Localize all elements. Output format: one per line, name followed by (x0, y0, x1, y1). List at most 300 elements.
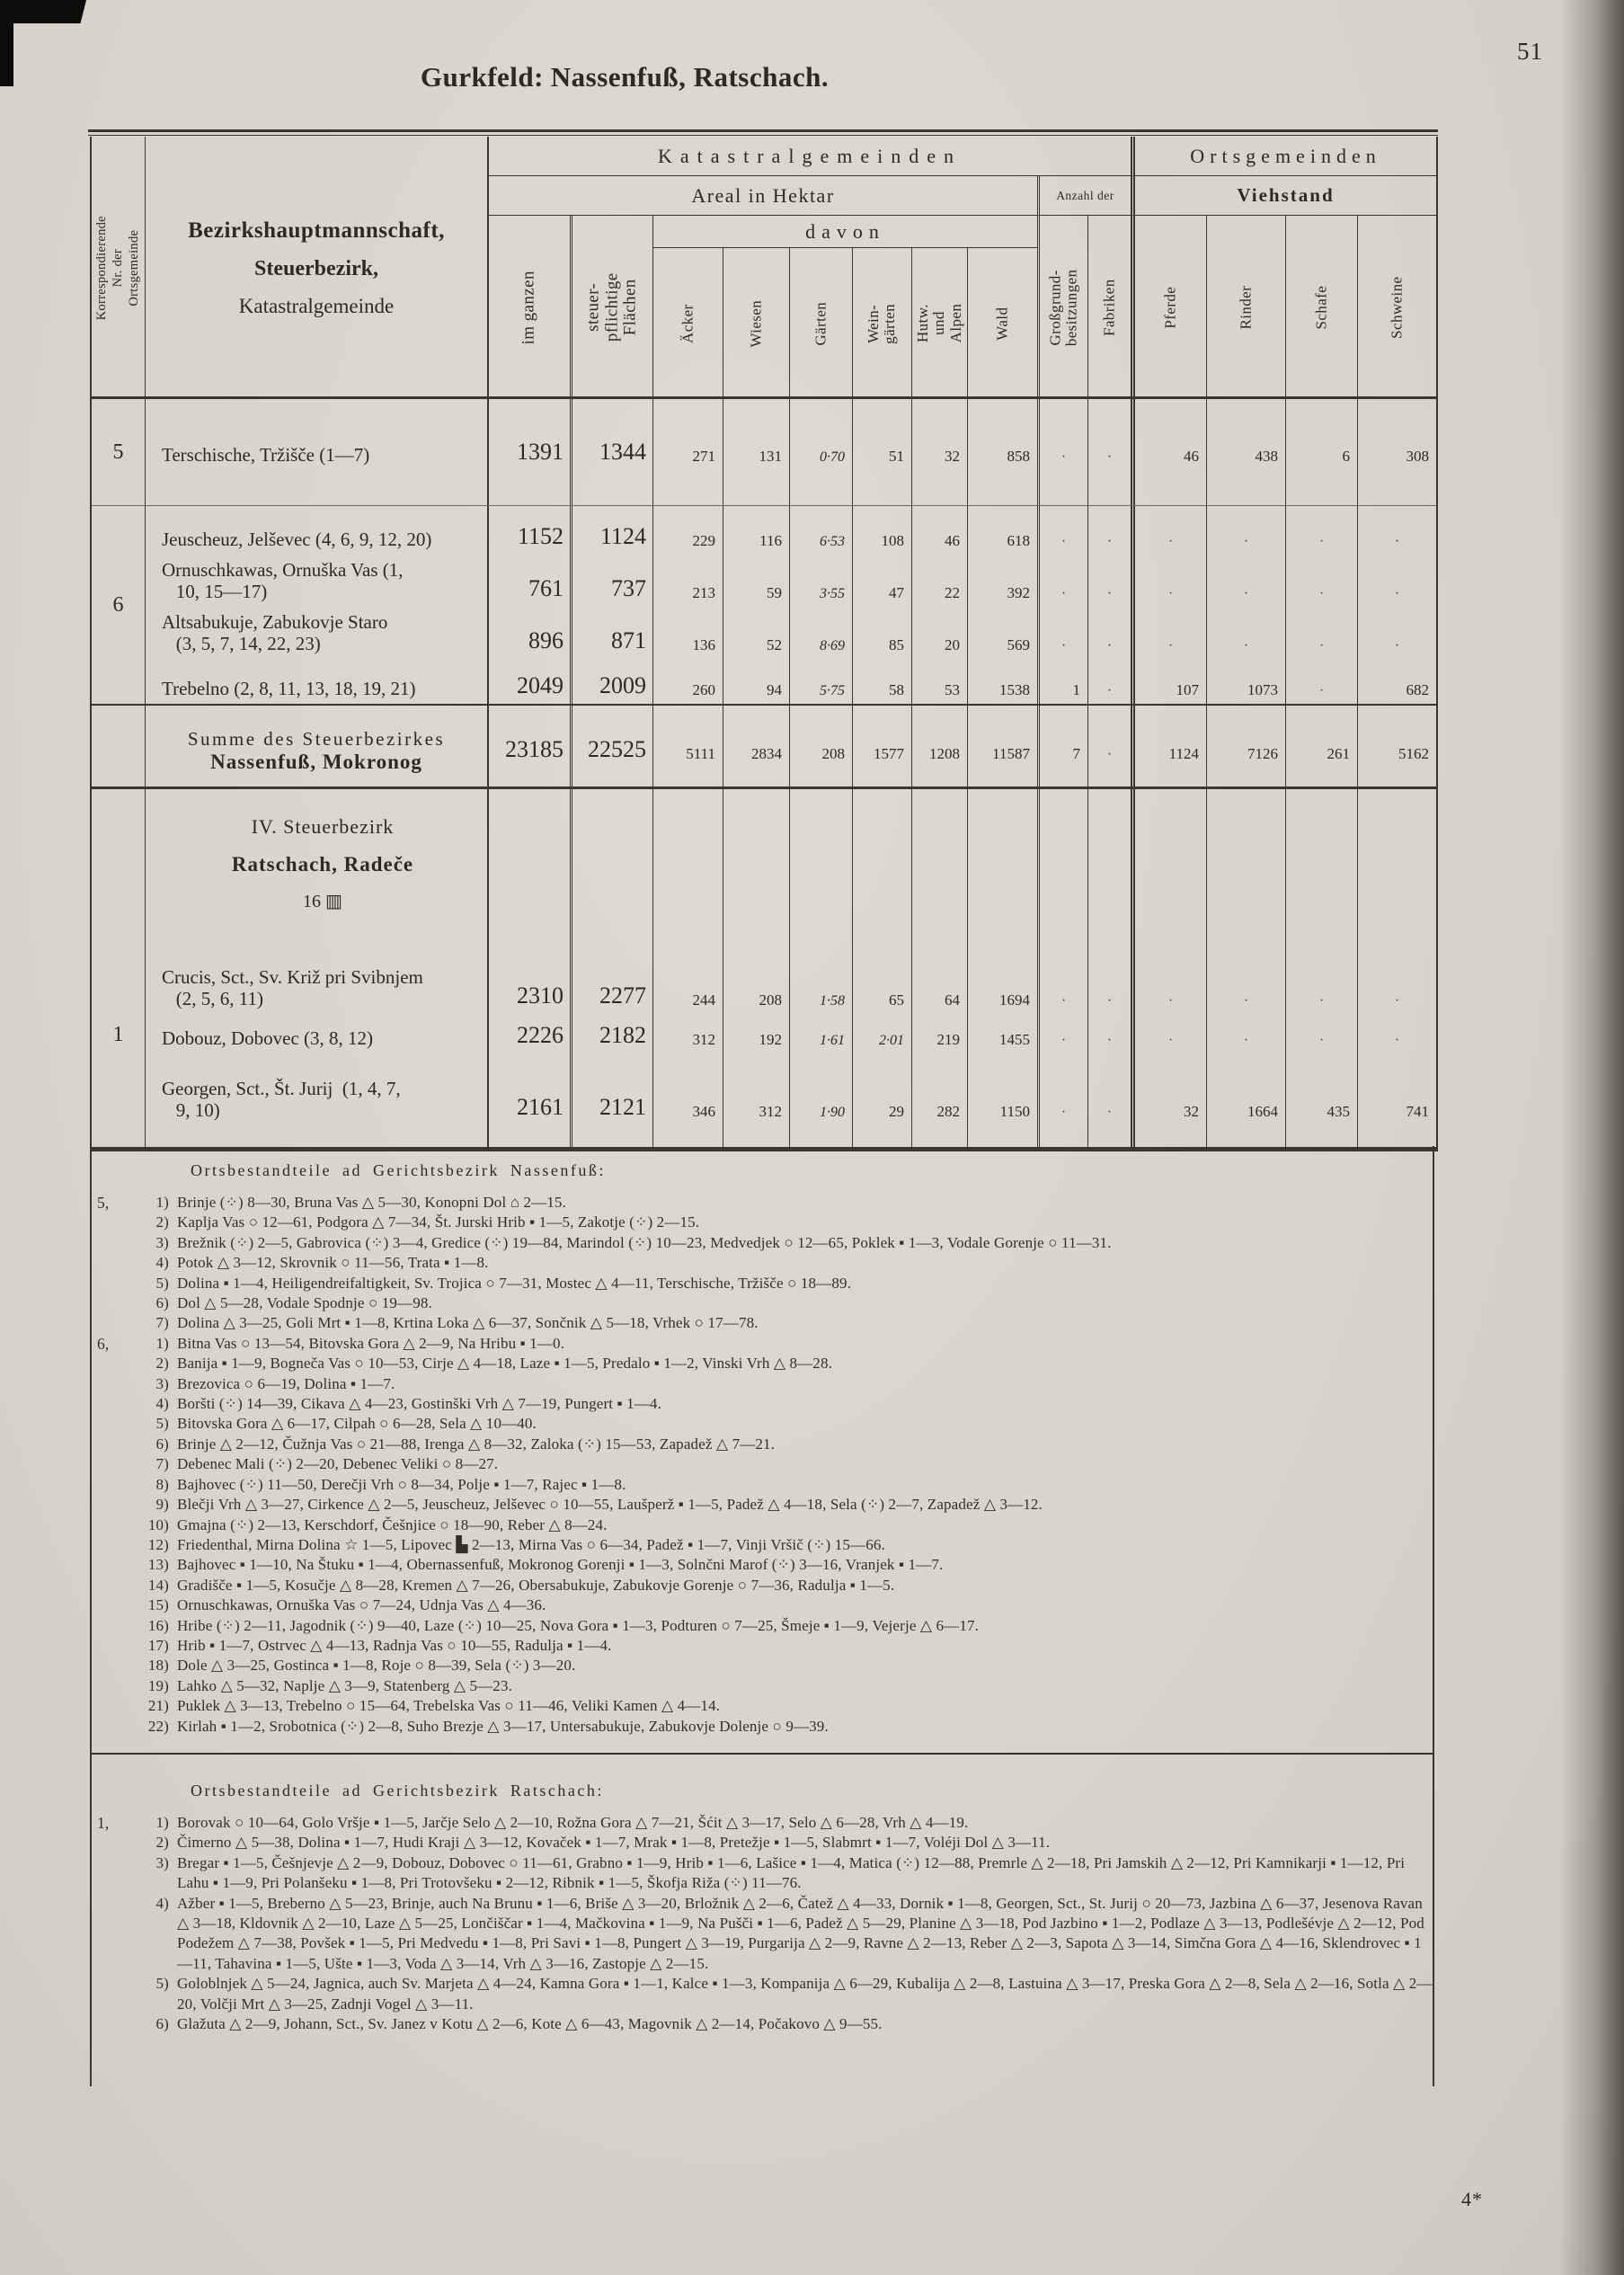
section-line: Ratschach, Radeče (231, 853, 414, 876)
column-label-line: steuer- (583, 282, 603, 333)
column-label-gaerten (812, 292, 829, 354)
table-row (146, 607, 1436, 659)
value-cell-im-ganzen (487, 789, 570, 942)
column-label-line: besitzungen (1062, 269, 1080, 346)
footnote-line (90, 1696, 1434, 1716)
district-subtitle: Nassenfuß, Ratschach. (550, 61, 830, 93)
column-label-cell-fabriken (1087, 216, 1131, 399)
value-cell-rinder: · (1206, 555, 1285, 607)
value-cell-steuerpflichtige-flaechen: 1344 (570, 399, 652, 505)
footnote-item-text: Ažber ▪ 1—5, Breberno △ 5—23, Brinje, auch Na Brunu ▪ 1—6, Briše △ 3—20, Brložnik △ 2—6, Čatež △ 4—33, Dornik ▪ 1—8, Georgen, Sct., St. Jurij ○ 20—73, Jazbina △ 6—37, Jesenova Ravan △ 3—18, Kldovnik △ 2—10, Laze △ 5—25, Lončiščar ▪ 1—4, Mačkovina ▪ 1—9, Na Pušči ▪ 1—6, Padež △ 5—29, Planine △ 3—18, Pod Jazbino ▪ 1—2, Podlaze △ 3—13, Podlešévje △ 2—12, Pod Podežem △ 7—38, Povšek ▪ 1—5, Pri Medvedu ▪ 1—8, Pri Savi ▪ 1—8, Pungert △ 3—19, Purgarija △ 2—9, Ravne △ 2—13, Reber △ 2—3, Sapota △ 3—14, Simčna Gora △ 4—16, Sklendrovec ▪ 1—11, Tahavina ▪ 1—5, Ušte ▪ 1—3, Voda △ 3—14, Vrh △ 3—16, Zastopje △ 2—15. (177, 1894, 1424, 1972)
value-cell-steuerpflichtige-flaechen: 2182 (570, 1016, 652, 1055)
value-cell-im-ganzen: 2049 (487, 659, 570, 704)
value-cell-schweine (1357, 1127, 1436, 1147)
value-cell-weingaerten: 47 (852, 555, 911, 607)
value-cell-rinder (1206, 1127, 1285, 1147)
table-block-rows (146, 789, 1436, 942)
footnote-item-number: 6) (155, 1294, 169, 1312)
value-cell-aecker: 312 (652, 1016, 723, 1055)
name-cell (146, 1055, 487, 1127)
value-cell-aecker: 244 (652, 942, 723, 1016)
value-cell-wald: 392 (967, 555, 1037, 607)
footnote-item-text: Friedenthal, Mirna Dolina ☆ 1—5, Lipovec ▙ 2—13, Mirna Vas ○ 6—34, Padež ▪ 1—7, Vinji Vršič (⁘) 15—66. (177, 1535, 885, 1553)
value-cell-pferde: · (1131, 555, 1206, 607)
value-cell-rinder: 438 (1206, 399, 1285, 505)
footnote-item-number: 16) (147, 1616, 169, 1634)
value-cell-rinder: · (1206, 1016, 1285, 1055)
corner-label (93, 216, 142, 320)
value-cell-schafe: 261 (1285, 706, 1357, 786)
footnote-item-text: Borovak ○ 10—64, Golo Vršje ▪ 1—5, Jarčje Selo △ 2—10, Rožna Gora △ 7—21, Šćit △ 3—17, Selo △ 6—28, Vrh △ 4—19. (177, 1814, 969, 1831)
footnote-line (90, 1833, 1434, 1853)
table-row (146, 1127, 1436, 1147)
top-double-rule (88, 129, 1438, 136)
value-cell-im-ganzen: 896 (487, 607, 570, 659)
column-label-schweine (1389, 268, 1405, 346)
value-cell-hutweiden-alpen: 32 (911, 399, 967, 505)
value-cell-pferde: 46 (1131, 399, 1206, 505)
column-label-weingaerten (865, 295, 899, 353)
footnote-line (90, 1717, 1434, 1737)
footnote-item-text: Dole △ 3—25, Gostinca ▪ 1—8, Roje ○ 8—39, Sela (⁘) 3—20. (177, 1657, 576, 1675)
footnote-header-nassenfuss: Ortsbestandteile ad Gerichtsbezirk Nassenfuß: (191, 1161, 606, 1179)
table-block-rows (92, 942, 1436, 1127)
footnote-item-number: 5) (155, 1975, 169, 1993)
value-cell-aecker (652, 789, 723, 942)
district-title: Gurkfeld: (420, 61, 544, 93)
table-block-rows (146, 1127, 1436, 1147)
footnote-lines-nassenfuss (90, 1193, 1434, 1737)
table-row (146, 506, 1436, 555)
value-cell-wiesen (723, 1127, 789, 1147)
page-title (265, 61, 984, 93)
corner-label-line: Nr. der Ortsgemeinde (111, 229, 142, 307)
value-cell-wiesen (723, 789, 789, 942)
value-cell-steuerpflichtige-flaechen: 871 (570, 607, 652, 659)
header-ortsgemeinden: Ortsgemeinden (1131, 137, 1436, 176)
name-line: 10, 15—17) (162, 581, 268, 603)
value-cell-fabriken: · (1087, 1055, 1131, 1127)
name-cell (146, 399, 487, 505)
footnote-item-text: Dolina △ 3—25, Goli Mrt ▪ 1—8, Krtina Loka △ 6—37, Sončnik △ 5—18, Vrhek ○ 17—78. (177, 1314, 759, 1332)
name-line: Jeuscheuz, Jelševec (4, 6, 9, 12, 20) (162, 529, 432, 551)
value-cell-hutweiden-alpen: 20 (911, 607, 967, 659)
value-cell-aecker: 271 (652, 399, 723, 505)
value-cell-steuerpflichtige-flaechen: 2277 (570, 942, 652, 1016)
value-cell-aecker (652, 1127, 723, 1147)
footnote-line (90, 1495, 1434, 1515)
value-cell-rinder (1206, 789, 1285, 942)
column-label-cell-schafe (1285, 216, 1357, 399)
value-cell-wiesen: 2834 (723, 706, 789, 786)
footnote-item-text: Puklek △ 3—13, Trebelno ○ 15—64, Trebelska Vas ○ 11—46, Veliki Kamen △ 4—14. (177, 1697, 721, 1715)
footnote-block-nassenfuss (90, 1161, 1434, 1737)
value-cell-schweine: · (1357, 506, 1436, 555)
footnote-line (90, 1374, 1434, 1394)
name-cell (146, 1016, 487, 1055)
value-cell-gaerten: 208 (789, 706, 852, 786)
footnote-line (90, 1475, 1434, 1495)
column-label-line: Pferde (1161, 286, 1179, 329)
footnote-item-number: 3) (155, 1374, 169, 1392)
value-cell-schweine: · (1357, 607, 1436, 659)
value-cell-weingaerten: 58 (852, 659, 911, 704)
value-cell-schweine: 741 (1357, 1055, 1436, 1127)
name-line: Georgen, Sct., Št. Jurij (1, 4, 7, (162, 1078, 401, 1100)
value-cell-gaerten: 6·53 (789, 506, 852, 555)
value-cell-rinder: 1664 (1206, 1055, 1285, 1127)
column-label-line: Fabriken (1100, 279, 1118, 336)
footnote-item-text: Banija ▪ 1—9, Bogneča Vas ○ 10—53, Cirje △ 4—18, Laze ▪ 1—5, Predalo ▪ 1—2, Vinski Vrh △ 8—28. (177, 1355, 833, 1373)
value-cell-schweine: 5162 (1357, 706, 1436, 786)
table-row (146, 555, 1436, 607)
summe-label-line: Nassenfuß, Mokronog (210, 750, 422, 773)
value-cell-weingaerten (852, 789, 911, 942)
table-block-rows (146, 942, 1436, 1127)
footnote-line (90, 1233, 1434, 1253)
value-cell-gaerten: 1·90 (789, 1055, 852, 1127)
value-cell-aecker: 346 (652, 1055, 723, 1127)
value-cell-weingaerten: 85 (852, 607, 911, 659)
value-cell-schafe: · (1285, 506, 1357, 555)
footnote-item-text: Bregar ▪ 1—5, Češnjevje △ 2—9, Dobouz, Dobovec ○ 11—61, Grabno ▪ 1—9, Hrib ▪ 1—6, Lašice ▪ 1—4, Matica (⁘) 12—88, Premrle △ 2—18, Pri Jamskih △ 2—12, Pri Kamnikarji ▪ 1—12, Pri Lahu ▪ 1—9, Pri Polanšeku ▪ 1—8, Pri Trotovšeku ▪ 2—12, Ribnik ▪ 1—5, Škofja Riža (⁘) 11—76. (177, 1853, 1406, 1892)
footnote-item-text: Ornuschkawas, Ornuška Vas ○ 7—24, Udnja Vas △ 4—36. (177, 1596, 546, 1614)
section-line: 16 ▥ (303, 892, 342, 912)
value-cell-schweine: 308 (1357, 399, 1436, 505)
footnote-item-text: Bajhovec ▪ 1—10, Na Štuku ▪ 1—4, Obernassenfuß, Mokronog Gorenji ▪ 1—3, Solnčni Marof (⁘) 3—16, Vranjek ▪ 1—7. (177, 1556, 944, 1574)
value-cell-im-ganzen: 1391 (487, 399, 570, 505)
footnote-item-number: 6) (155, 2015, 169, 2033)
footnote-line (90, 1894, 1434, 1975)
value-cell-gaerten: 0·70 (789, 399, 852, 505)
column-label-line: im ganzen (519, 270, 538, 345)
table-block-rows (146, 706, 1436, 786)
footnote-line (90, 1535, 1434, 1555)
value-cell-im-ganzen: 761 (487, 555, 570, 607)
value-cell-steuerpflichtige-flaechen: 2121 (570, 1055, 652, 1127)
value-cell-grossgrundbesitzungen: · (1037, 942, 1087, 1016)
header-areal-in-hektar: Areal in Hektar (487, 176, 1037, 216)
value-cell-hutweiden-alpen: 22 (911, 555, 967, 607)
name-line: Terschische, Tržišče (1—7) (162, 444, 370, 467)
table-block-section (92, 789, 1436, 942)
footnote-item-text: Gradišče ▪ 1—5, Kosučje △ 8—28, Kremen △ 7—26, Obersabukuje, Zabukovje Gorenje ○ 7—36, Radulja ▪ 1—5. (177, 1576, 895, 1594)
value-cell-schweine: · (1357, 1016, 1436, 1055)
footnote-line (90, 1274, 1434, 1293)
column-label-pferde (1162, 271, 1178, 342)
value-cell-schafe: · (1285, 942, 1357, 1016)
value-cell-wald: 11587 (967, 706, 1037, 786)
footnote-item-number: 3) (155, 1853, 169, 1871)
scan-corner-artifact-vertical (0, 0, 13, 86)
footnote-item-number: 9) (155, 1496, 169, 1514)
table-block-rows (146, 399, 1436, 505)
footnote-group-label: 5, (97, 1194, 110, 1212)
footnote-item-number: 7) (155, 1455, 169, 1473)
value-cell-wald: 858 (967, 399, 1037, 505)
footnote-item-number: 4) (155, 1254, 169, 1272)
name-cell (146, 789, 487, 942)
table-row (146, 706, 1436, 786)
column-label-line: pflichtige (602, 272, 622, 342)
footnote-line (90, 1213, 1434, 1232)
value-cell-schafe: · (1285, 555, 1357, 607)
value-cell-schweine: · (1357, 555, 1436, 607)
value-cell-wald: 1538 (967, 659, 1037, 704)
footnote-item-number: 18) (147, 1657, 169, 1675)
footnote-lines-ratschach (90, 1813, 1434, 2034)
column-label-cell-wald (967, 248, 1037, 399)
value-cell-wald: 1150 (967, 1055, 1037, 1127)
value-cell-schafe (1285, 1127, 1357, 1147)
column-label-cell-schweine (1357, 216, 1436, 399)
footnote-item-text: Goloblnjek △ 5—24, Jagnica, auch Sv. Marjeta △ 4—24, Kamna Gora ▪ 1—1, Kalce ▪ 1—3, Kompanija △ 6—29, Kubalija △ 2—8, Lastuina △ 3—17, Preska Gora △ 2—8, Sela △ 2—16, Sotla △ 2—20, Volčji Mrt △ 3—25, Zadnji Vogel △ 3—11. (177, 1975, 1433, 2013)
footnote-item-text: Brinje (⁘) 8—30, Bruna Vas △ 5—30, Konopni Dol ⌂ 2—15. (177, 1194, 566, 1211)
footnote-item-text: Lahko △ 5—32, Naplje △ 3—9, Statenberg △ 5—23. (177, 1676, 513, 1694)
page-number: 51 (1517, 38, 1543, 65)
column-label-cell-wiesen (723, 248, 789, 399)
value-cell-fabriken: · (1087, 659, 1131, 704)
value-cell-aecker: 260 (652, 659, 723, 704)
value-cell-im-ganzen (487, 1127, 570, 1147)
footnote-separator-rule (90, 1753, 1434, 1755)
value-cell-aecker: 136 (652, 607, 723, 659)
name-line: (3, 5, 7, 14, 22, 23) (162, 633, 321, 655)
value-cell-wiesen: 94 (723, 659, 789, 704)
footnote-item-text: Debenec Mali (⁘) 2—20, Debenec Veliki ○ 8—27. (177, 1455, 499, 1473)
value-cell-rinder: · (1206, 607, 1285, 659)
value-cell-wald (967, 789, 1037, 942)
name-cell (146, 1127, 487, 1147)
name-line: Dobouz, Dobovec (3, 8, 12) (162, 1027, 374, 1050)
value-cell-schafe (1285, 789, 1357, 942)
value-cell-rinder: 7126 (1206, 706, 1285, 786)
footnote-line (90, 1515, 1434, 1535)
value-cell-hutweiden-alpen: 219 (911, 1016, 967, 1055)
column-label-cell-grossgrundbesitzungen (1037, 216, 1087, 399)
footnote-group-label: 6, (97, 1334, 110, 1353)
table-body (92, 399, 1436, 1147)
value-cell-fabriken: · (1087, 1016, 1131, 1055)
value-cell-wald: 618 (967, 506, 1037, 555)
column-label-grossgrundbesitzungen (1047, 269, 1080, 346)
footnote-item-text: Boršti (⁘) 14—39, Cikava △ 4—23, Gostinški Vrh △ 7—19, Pungert ▪ 1—4. (177, 1395, 661, 1413)
name-line: Crucis, Sct., Sv. Križ pri Svibnjem (162, 966, 423, 989)
column-label-cell-im-ganzen (487, 216, 570, 399)
value-cell-pferde: · (1131, 607, 1206, 659)
summe-label-line: Summe des Steuerbezirkes (187, 727, 446, 750)
footnote-item-number: 1) (155, 1814, 169, 1831)
table-row (146, 659, 1436, 704)
footnote-item-text: Čimerno △ 5—38, Dolina ▪ 1—7, Hudi Kraji △ 3—12, Kovaček ▪ 1—7, Mrak ▪ 1—8, Pretežje ▪ 1—5, Slabmrt ▪ 1—7, Voléji Dol △ 3—11. (177, 1834, 1051, 1852)
value-cell-steuerpflichtige-flaechen: 22525 (570, 706, 652, 786)
value-cell-hutweiden-alpen (911, 789, 967, 942)
footnote-item-number: 7) (155, 1314, 169, 1332)
footnote-line (90, 1555, 1434, 1575)
column-label-rinder (1238, 268, 1254, 346)
column-label-line: Schweine (1388, 276, 1406, 339)
footnote-line (90, 1435, 1434, 1454)
footnote-item-number: 2) (155, 1834, 169, 1852)
header-anzahl-der: Anzahl der (1037, 176, 1131, 216)
footnote-item-number: 3) (155, 1233, 169, 1251)
footnote-item-number: 13) (147, 1556, 169, 1574)
footnote-line (90, 1636, 1434, 1656)
footnote-line (90, 1394, 1434, 1414)
footnote-line (90, 2014, 1434, 2034)
footnote-line (90, 1193, 1434, 1213)
column-label-schafe (1313, 271, 1329, 342)
value-cell-grossgrundbesitzungen: 7 (1037, 706, 1087, 786)
value-cell-steuerpflichtige-flaechen (570, 1127, 652, 1147)
footnote-item-text: Bitna Vas ○ 13—54, Bitovska Gora △ 2—9, Na Hribu ▪ 1—0. (177, 1334, 565, 1352)
row-number-cell (92, 706, 146, 786)
footnote-item-number: 4) (155, 1894, 169, 1912)
book-gutter-shadow (1559, 0, 1624, 2275)
statistics-table (90, 137, 1438, 1151)
name-cell (146, 706, 487, 786)
value-cell-gaerten: 8·69 (789, 607, 852, 659)
value-cell-pferde: 1124 (1131, 706, 1206, 786)
table-row (146, 399, 1436, 505)
value-cell-grossgrundbesitzungen (1037, 789, 1087, 942)
table-block-summe (92, 706, 1436, 789)
value-cell-wiesen: 192 (723, 1016, 789, 1055)
footnote-item-text: Kirlah ▪ 1—2, Srobotnica (⁘) 2—8, Suho Brezje △ 3—17, Untersabukuje, Zabukovje Dolenje ○ 9—39. (177, 1717, 829, 1735)
value-cell-schafe: 435 (1285, 1055, 1357, 1127)
value-cell-fabriken: · (1087, 607, 1131, 659)
name-cell (146, 555, 487, 607)
table-row (146, 942, 1436, 1016)
column-label-cell-weingaerten (852, 248, 911, 399)
column-label-line: Alpen (946, 304, 964, 343)
value-cell-grossgrundbesitzungen: · (1037, 399, 1087, 505)
footnote-line (90, 1595, 1434, 1615)
footnote-item-number: 19) (147, 1676, 169, 1694)
value-cell-wiesen: 59 (723, 555, 789, 607)
value-cell-gaerten (789, 1127, 852, 1147)
value-cell-im-ganzen: 2310 (487, 942, 570, 1016)
value-cell-wiesen: 52 (723, 607, 789, 659)
main-header-line: Bezirkshauptmannschaft, (188, 218, 445, 243)
column-label-aecker (679, 289, 696, 358)
main-header-line: Katastralgemeinde (238, 294, 395, 317)
value-cell-steuerpflichtige-flaechen: 1124 (570, 506, 652, 555)
column-label-wiesen (748, 290, 764, 356)
value-cell-im-ganzen: 1152 (487, 506, 570, 555)
value-cell-wiesen: 116 (723, 506, 789, 555)
footnote-line (90, 1813, 1434, 1833)
name-cell (146, 506, 487, 555)
footnote-item-text: Kaplja Vas ○ 12—61, Podgora △ 7—34, Št. Jurski Hrib ▪ 1—5, Zakotje (⁘) 2—15. (177, 1213, 700, 1231)
column-label-line: Flächen (620, 279, 640, 336)
footnote-item-number: 4) (155, 1395, 169, 1413)
value-cell-steuerpflichtige-flaechen (570, 789, 652, 942)
value-cell-fabriken (1087, 789, 1131, 942)
value-cell-wald: 569 (967, 607, 1037, 659)
column-label-im-ganzen (520, 267, 539, 348)
row-number-cell: 1 (92, 942, 146, 1127)
footnote-item-text: Brinje △ 2—12, Čužnja Vas ○ 21—88, Irenga △ 8—32, Zaloka (⁘) 15—53, Zapadež △ 7—21. (177, 1435, 776, 1453)
footnote-item-number: 17) (147, 1636, 169, 1654)
footnote-item-text: Brezovica ○ 6—19, Dolina ▪ 1—7. (177, 1374, 395, 1392)
table-block-rows (92, 506, 1436, 706)
value-cell-hutweiden-alpen: 1208 (911, 706, 967, 786)
column-label-cell-rinder (1206, 216, 1285, 399)
value-cell-grossgrundbesitzungen: · (1037, 555, 1087, 607)
footnote-item-text: Brežnik (⁘) 2—5, Gabrovica (⁘) 3—4, Gredice (⁘) 19—84, Marindol (⁘) 10—23, Medvedjek ○ 12—65, Poklek ▪ 1—3, Vodale Gorenje ○ 11—31. (177, 1233, 1112, 1251)
table-row (146, 1055, 1436, 1127)
value-cell-gaerten: 1·58 (789, 942, 852, 1016)
footnote-item-text: Gmajna (⁘) 2—13, Kerschdorf, Češnjice ○ 18—90, Reber △ 8—24. (177, 1515, 608, 1533)
column-label-line: Wiesen (747, 299, 765, 348)
column-label-line: Hutw. (913, 304, 931, 343)
table-row (146, 789, 1436, 942)
value-cell-weingaerten: 108 (852, 506, 911, 555)
value-cell-weingaerten: 1577 (852, 706, 911, 786)
footnote-item-number: 14) (147, 1576, 169, 1594)
table-header (92, 137, 1436, 399)
name-line: 9, 10) (162, 1099, 220, 1122)
value-cell-gaerten: 5·75 (789, 659, 852, 704)
footnote-item-number: 21) (147, 1697, 169, 1715)
name-cell (146, 942, 487, 1016)
value-cell-pferde (1131, 789, 1206, 942)
value-cell-wald (967, 1127, 1037, 1147)
column-label-cell-pferde (1131, 216, 1206, 399)
column-label-wald (994, 289, 1010, 358)
value-cell-wald: 1694 (967, 942, 1037, 1016)
table-block-filler (92, 1127, 1436, 1147)
footnote-line (90, 1454, 1434, 1474)
footnote-item-text: Bajhovec (⁘) 11—50, Derečji Vrh ○ 8—34, Polje ▪ 1—7, Rajec ▪ 1—8. (177, 1475, 626, 1493)
value-cell-steuerpflichtige-flaechen: 2009 (570, 659, 652, 704)
footnote-item-number: 8) (155, 1475, 169, 1493)
footnote-item-number: 6) (155, 1435, 169, 1453)
value-cell-weingaerten (852, 1127, 911, 1147)
footnote-line (90, 1676, 1434, 1696)
value-cell-schafe: 6 (1285, 399, 1357, 505)
value-cell-im-ganzen: 23185 (487, 706, 570, 786)
value-cell-gaerten: 1·61 (789, 1016, 852, 1055)
column-label-line: Rinder (1237, 285, 1255, 330)
value-cell-aecker: 213 (652, 555, 723, 607)
printer-signature-mark: 4* (1461, 2188, 1483, 2210)
column-label-line: und (930, 311, 948, 336)
footnote-line (90, 1313, 1434, 1333)
footnote-item-number: 5) (155, 1415, 169, 1433)
value-cell-aecker: 229 (652, 506, 723, 555)
value-cell-wald: 1455 (967, 1016, 1037, 1055)
column-label-cell-hutweiden-alpen (911, 248, 967, 399)
value-cell-fabriken: · (1087, 706, 1131, 786)
footnote-item-number: 1) (155, 1194, 169, 1211)
row-number-cell: 5 (92, 399, 146, 505)
value-cell-grossgrundbesitzungen: · (1037, 607, 1087, 659)
footnote-group-label: 1, (97, 1814, 110, 1832)
footnote-line (90, 1853, 1434, 1894)
header-katastralgemeinden: Katastralgemeinden (487, 137, 1131, 176)
corner-label-line: Korrespondierende (94, 215, 110, 321)
value-cell-grossgrundbesitzungen: · (1037, 506, 1087, 555)
value-cell-pferde: · (1131, 506, 1206, 555)
footnote-item-number: 5) (155, 1274, 169, 1292)
value-cell-wiesen: 131 (723, 399, 789, 505)
footnote-item-text: Glažuta △ 2—9, Johann, Sct., Sv. Janez v Kotu △ 2—6, Kote △ 6—43, Magovnik △ 2—14, Počakovo △ 9—55. (177, 2015, 883, 2033)
footnote-item-text: Hribe (⁘) 2—11, Jagodnik (⁘) 9—40, Laze (⁘) 10—25, Nova Gora ▪ 1—3, Podturen ○ 7—25, Šmeje ▪ 1—9, Vejerje △ 6—17. (177, 1616, 980, 1634)
value-cell-weingaerten: 51 (852, 399, 911, 505)
value-cell-grossgrundbesitzungen: 1 (1037, 659, 1087, 704)
